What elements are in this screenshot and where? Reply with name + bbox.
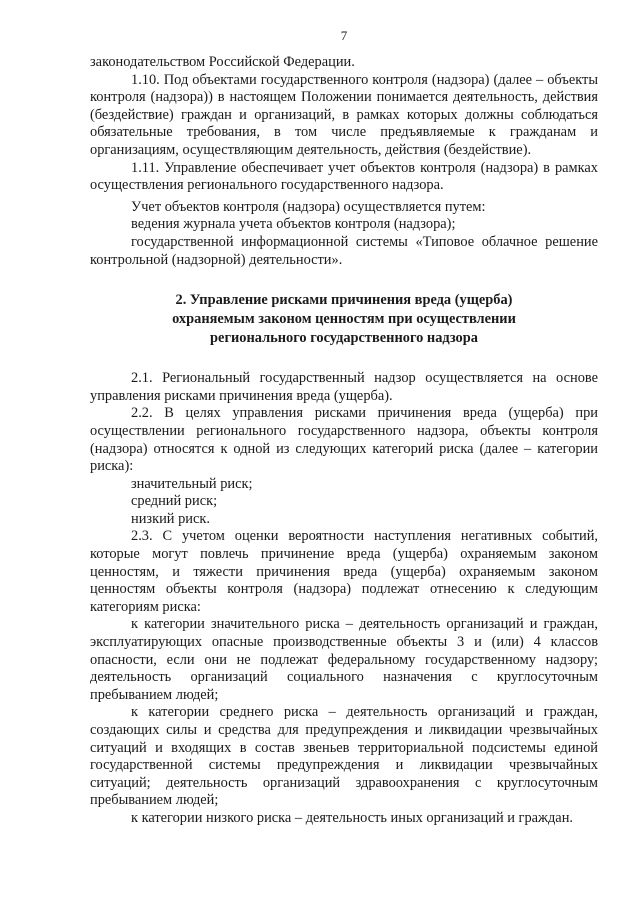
paragraph-1-10: 1.10. Под объектами государственного контроля (надзора) (далее – объекты контроля (надзора)) в настоящем Положении понимается деятельность, действия (бездействие) граждан и организаций, в рамках которых должны соблюдаться обязательные требования, в том числе предъявляемые к гражданам и организациям, осуществляющим деятельность, действия (бездействие). [90, 71, 598, 158]
section-heading-line: охраняемым законом ценностям при осуществлении [172, 311, 516, 328]
list-item: низкий риск. [131, 510, 210, 527]
list-item: ведения журнала учета объектов контроля (надзора); [131, 216, 456, 233]
list-item: к категории значительного риска – деятельность организаций и граждан, эксплуатирующих опасные производственные объекты 3 и (или) 4 классов опасности, если они не подлежат федеральному государственному надзору; деятельность организаций социального назначения с круглосуточным пребыванием людей; [90, 616, 598, 703]
paragraph-1-11: 1.11. Управление обеспечивает учет объектов контроля (надзора) в рамках осуществления регионального государственного надзора. [90, 159, 598, 194]
paragraph: Учет объектов контроля (надзора) осуществляется путем: [131, 198, 486, 215]
section-heading-line: регионального государственного надзора [210, 330, 478, 347]
paragraph-2-1: 2.1. Региональный государственный надзор осуществляется на основе управления рисками причинения вреда (ущерба). [90, 370, 598, 404]
list-item: средний риск; [131, 493, 218, 510]
list-item: государственной информационной системы «Типовое облачное решение контрольной (надзорной) деятельности». [90, 233, 598, 268]
list-item: значительный риск; [131, 475, 253, 492]
list-item: к категории низкого риска – деятельность иных организаций и граждан. [131, 809, 573, 826]
list-item: к категории среднего риска – деятельность организаций и граждан, создающих силы и средства для предупреждения и ликвидации чрезвычайных ситуаций и входящих в состав звеньев территориальной подсистемы единой государственной системы предупреждения и ликвидации чрезвычайных ситуаций; деятельность организаций здравоохранения с круглосуточным пребыванием людей; [90, 704, 598, 809]
page-number: 7 [340, 28, 348, 43]
section-heading-line: 2. Управление рисками причинения вреда (ущерба) [175, 292, 513, 309]
paragraph-2-3: 2.3. С учетом оценки вероятности наступления негативных событий, которые могут повлечь причинение вреда (ущерба) охраняемым законом ценностям, и тяжести причинения вреда (ущерба) охраняемым законом ценностям объекты контроля (надзора) подлежат отнесению к следующим категориям риска: [90, 528, 598, 615]
paragraph: законодательством Российской Федерации. [90, 54, 355, 70]
paragraph-2-2: 2.2. В целях управления рисками причинения вреда (ущерба) при осуществлении регионального государственного надзора, объекты контроля (надзора) относятся к одной из следующих категорий риска (далее – категории риска): [90, 405, 598, 475]
section-heading [90, 291, 598, 348]
document-page [90, 28, 598, 828]
